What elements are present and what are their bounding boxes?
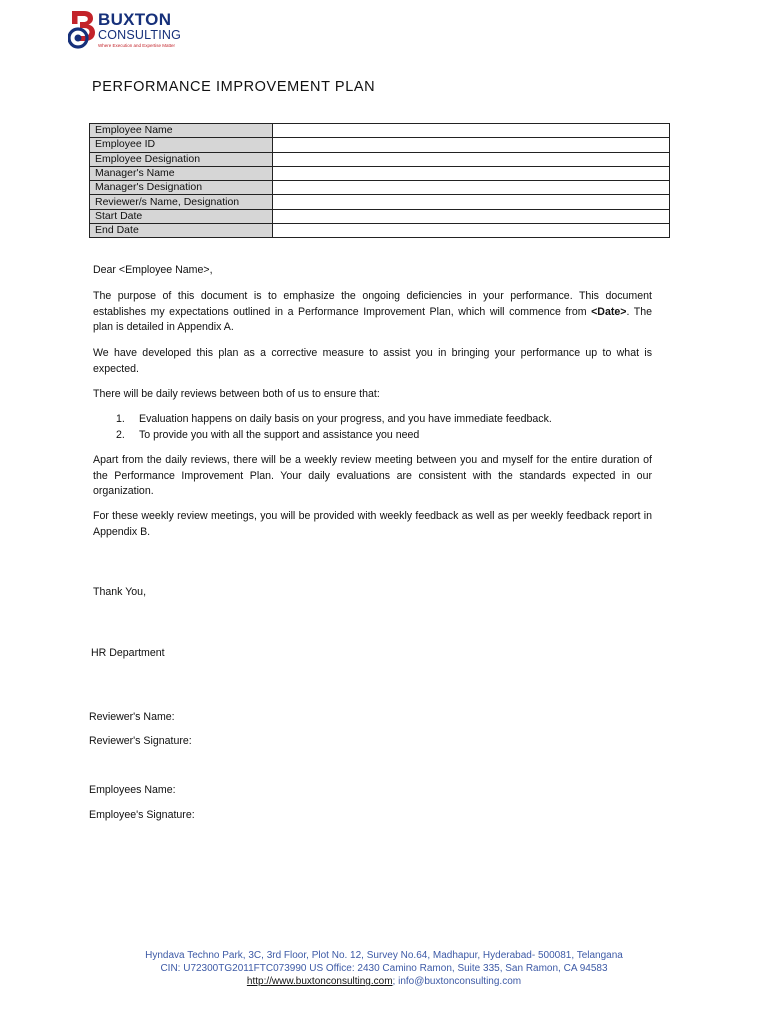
website-link[interactable]: http://www.buxtonconsulting.com bbox=[246, 976, 393, 987]
field-label: Manager's Name bbox=[90, 166, 273, 180]
list-item-text: Evaluation happens on daily basis on your progress, and you have immediate feedback. bbox=[139, 413, 552, 425]
field-value[interactable] bbox=[273, 166, 670, 180]
field-label: Start Date bbox=[90, 209, 273, 223]
table-row bbox=[90, 124, 670, 138]
closing: Thank You, bbox=[93, 586, 147, 598]
footer-separator: ; bbox=[392, 976, 399, 987]
field-value[interactable] bbox=[273, 209, 670, 223]
paragraph-corrective: We have developed this plan as a corrective measure to assist you in bringing your performance up to what is expected. bbox=[93, 347, 652, 375]
footer-contact bbox=[0, 975, 768, 988]
commence-date-placeholder: <Date> bbox=[591, 305, 627, 318]
field-label: End Date bbox=[90, 224, 273, 238]
list-item bbox=[93, 428, 552, 444]
paragraph-purpose bbox=[93, 289, 652, 336]
table-row bbox=[90, 209, 670, 223]
field-value[interactable] bbox=[273, 138, 670, 152]
logo-mark-icon bbox=[68, 10, 98, 50]
field-label: Reviewer/s Name, Designation bbox=[90, 195, 273, 209]
page-title: PERFORMANCE IMPROVEMENT PLAN bbox=[92, 79, 376, 95]
field-label: Employee Designation bbox=[90, 152, 273, 166]
field-value[interactable] bbox=[273, 195, 670, 209]
employee-name-label: Employees Name: bbox=[89, 784, 176, 796]
paragraph-weekly-meeting: Apart from the daily reviews, there will be a weekly review meeting between you and myself for the entire duration of the Performance Improvement Plan. Your daily evaluations are consistent with the standards expected in our organization. bbox=[93, 454, 652, 497]
field-label: Manager's Designation bbox=[90, 181, 273, 195]
employee-info-table bbox=[89, 123, 670, 238]
table-row bbox=[90, 138, 670, 152]
field-value[interactable] bbox=[273, 181, 670, 195]
salutation: Dear <Employee Name>, bbox=[93, 264, 213, 276]
email-address[interactable]: info@buxtonconsulting.com bbox=[398, 976, 522, 987]
logo-brand-name: BUXTON bbox=[98, 10, 172, 29]
reviewer-name-label: Reviewer's Name: bbox=[89, 711, 175, 723]
company-logo bbox=[68, 10, 198, 52]
table-row bbox=[90, 195, 670, 209]
list-item-number: 1. bbox=[116, 413, 125, 425]
paragraph-weekly-feedback: For these weekly review meetings, you will be provided with weekly feedback as well as per weekly feedback report in Appendix B. bbox=[93, 510, 652, 538]
list-item-text: To provide you with all the support and assistance you need bbox=[139, 428, 420, 441]
review-goals-list bbox=[93, 412, 552, 443]
logo-tagline: Where Execution and Expertise Matter bbox=[98, 43, 176, 48]
paragraph-purpose-text: The purpose of this document is to emphasize the ongoing deficiencies in your performance. This document establishes my expectations outlined in a Performance Improvement Plan, which will commence from bbox=[93, 290, 652, 318]
field-value[interactable] bbox=[273, 124, 670, 138]
field-value[interactable] bbox=[273, 152, 670, 166]
field-value[interactable] bbox=[273, 224, 670, 238]
table-row bbox=[90, 224, 670, 238]
employee-signature-label: Employee's Signature: bbox=[89, 809, 195, 821]
logo-brand-sub: CONSULTING bbox=[98, 28, 182, 42]
paragraph-daily-reviews: There will be daily reviews between both of us to ensure that: bbox=[93, 388, 380, 400]
footer-address: Hyndava Techno Park, 3C, 3rd Floor, Plot No. 12, Survey No.64, Madhapur, Hyderabad- 500081, Telangana bbox=[145, 950, 623, 961]
list-item bbox=[93, 412, 552, 428]
field-label: Employee ID bbox=[90, 138, 273, 152]
field-label: Employee Name bbox=[90, 124, 273, 138]
table-row bbox=[90, 181, 670, 195]
table-row bbox=[90, 152, 670, 166]
paragraph-purpose-tail: . The plan is detailed in Appendix A. bbox=[93, 305, 653, 333]
footer-cin: CIN: U72300TG2011FTC073990 US Office: 2430 Camino Ramon, Suite 335, San Ramon, CA 94583 bbox=[160, 963, 608, 974]
reviewer-signature-label: Reviewer's Signature: bbox=[89, 735, 192, 747]
list-item-number: 2. bbox=[116, 428, 125, 441]
employee-info-table-body bbox=[90, 124, 670, 238]
table-row bbox=[90, 166, 670, 180]
signoff-department: HR Department bbox=[91, 647, 165, 659]
